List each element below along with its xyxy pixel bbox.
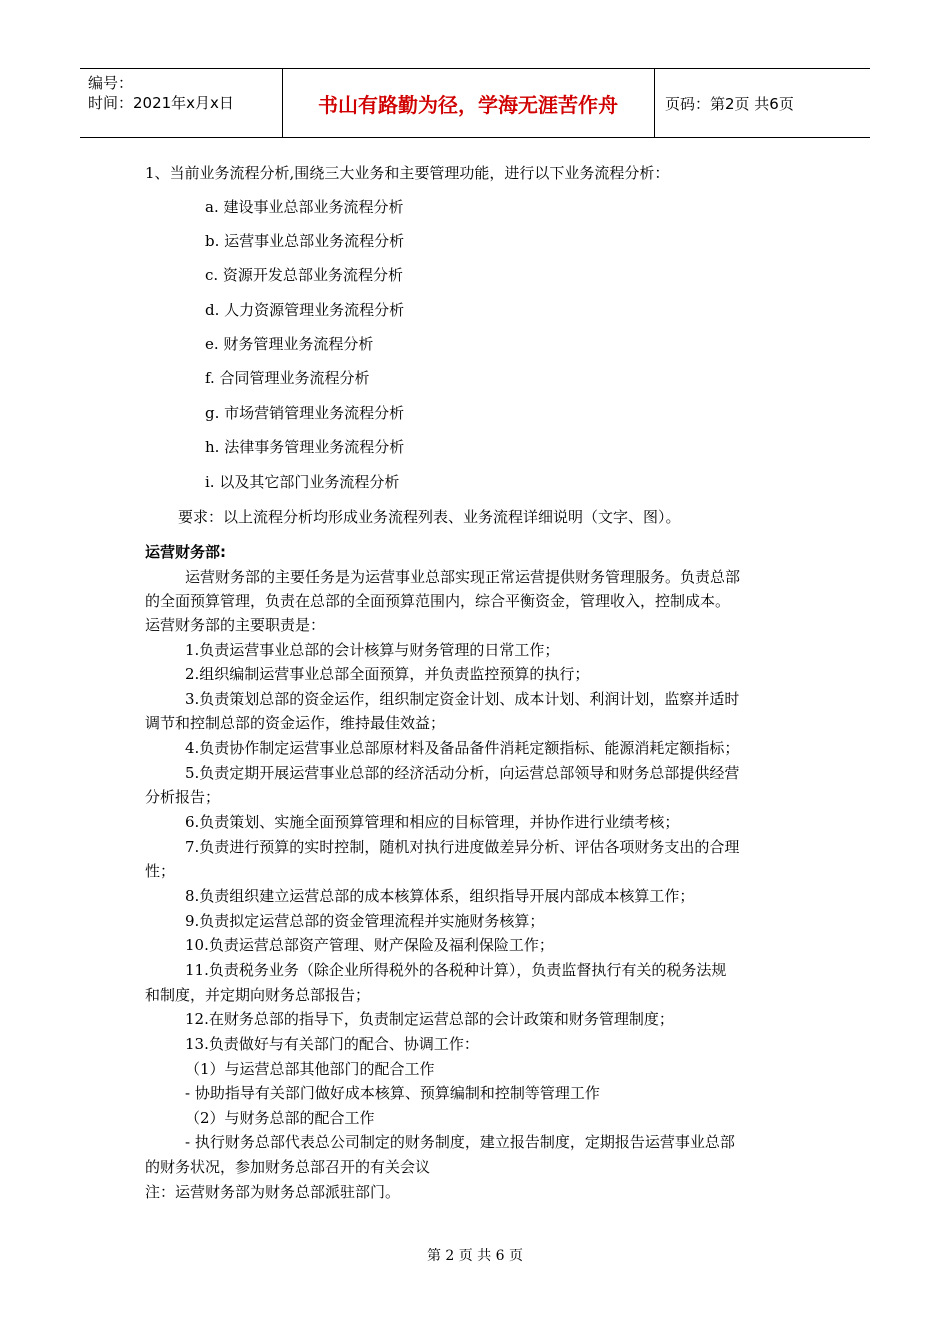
list-item: b. 运营事业总部业务流程分析 (205, 232, 405, 250)
body-line: 运营财务部的主要任务是为运营事业总部实现正常运营提供财务管理服务。负责总部 (185, 568, 741, 586)
header-motto: 书山有路勤为径，学海无涯苦作舟 (318, 92, 618, 117)
body-line: 注：运营财务部为财务总部派驻部门。 (145, 1183, 401, 1201)
body-line: 4.负责协作制定运营事业总部原材料及备品备件消耗定额指标、能源消耗定额指标； (185, 739, 740, 757)
intro-paragraph: 1、当前业务流程分析,围绕三大业务和主要管理功能，进行以下业务流程分析： (145, 164, 670, 182)
body-line: 1.负责运营事业总部的会计核算与财务管理的日常工作； (185, 641, 560, 659)
body-line: 8.负责组织建立运营总部的成本核算体系，组织指导开展内部成本核算工作； (185, 887, 695, 905)
body-line: 调节和控制总部的资金运作，维持最佳效益； (145, 714, 446, 732)
body-line: 9.负责拟定运营总部的资金管理流程并实施财务核算； (185, 912, 545, 930)
body-line: 2.组织编制运营事业总部全面预算，并负责监控预算的执行； (185, 665, 590, 683)
body-line: 的财务状况，参加财务总部召开的有关会议 (145, 1158, 431, 1176)
body-line: 11.负责税务业务（除企业所得税外的各税种计算），负责监督执行有关的税务法规 (185, 961, 727, 979)
body-line: 的全面预算管理，负责在总部的全面预算范围内，综合平衡资金，管理收入，控制成本。 (145, 592, 731, 610)
list-item: a. 建设事业总部业务流程分析 (205, 198, 404, 216)
body-line: - 协助指导有关部门做好成本核算、预算编制和控制等管理工作 (185, 1084, 600, 1102)
list-item: d. 人力资源管理业务流程分析 (205, 301, 405, 319)
list-item: f. 合同管理业务流程分析 (205, 369, 370, 387)
body-line: 性； (145, 862, 176, 880)
body-line: （2）与财务总部的配合工作 (185, 1109, 375, 1127)
body-line: 3.负责策划总部的资金运作，组织制定资金计划、成本计划、利润计划，监察并适时 (185, 690, 740, 708)
body-line: - 执行财务总部代表总公司制定的财务制度，建立报告制度，定期报告运营事业总部 (185, 1133, 735, 1151)
body-line: 7.负责进行预算的实时控制，随机对执行进度做差异分析、评估各项财务支出的合理 (185, 838, 740, 856)
header-meta (88, 73, 234, 113)
page-header (80, 68, 870, 138)
document-date: 时间：2021年x月x日 (88, 94, 234, 112)
list-item: i. 以及其它部门业务流程分析 (205, 473, 400, 491)
list-item: h. 法律事务管理业务流程分析 (205, 438, 405, 456)
body-line: 13.负责做好与有关部门的配合、协调工作： (185, 1035, 479, 1053)
list-item: e. 财务管理业务流程分析 (205, 335, 374, 353)
requirement-paragraph: 要求：以上流程分析均形成业务流程列表、业务流程详细说明（文字、图）。 (178, 508, 681, 526)
body-line: 运营财务部的主要职责是： (145, 616, 326, 634)
body-line: 10.负责运营总部资产管理、财产保险及福利保险工作； (185, 936, 554, 954)
document-number-label: 编号： (88, 74, 134, 92)
body-line: 5.负责定期开展运营事业总部的经济活动分析，向运营总部领导和财务总部提供经营 (185, 764, 740, 782)
body-line: 6.负责策划、实施全面预算管理和相应的目标管理，并协作进行业绩考核； (185, 813, 680, 831)
body-line: 12.在财务总部的指导下，负责制定运营总部的会计政策和财务管理制度； (185, 1010, 674, 1028)
header-divider (654, 69, 655, 137)
page-footer: 第 2 页 共 6 页 (426, 1248, 524, 1264)
list-item: g. 市场营销管理业务流程分析 (205, 404, 405, 422)
body-line: 分析报告； (145, 788, 221, 806)
body-line: （1）与运营总部其他部门的配合工作 (185, 1060, 435, 1078)
body-line: 和制度，并定期向财务总部报告； (145, 986, 371, 1004)
header-page-info: 页码：第2页 共6页 (665, 94, 794, 113)
section-title: 运营财务部: (145, 543, 226, 561)
list-item: c. 资源开发总部业务流程分析 (205, 266, 403, 284)
